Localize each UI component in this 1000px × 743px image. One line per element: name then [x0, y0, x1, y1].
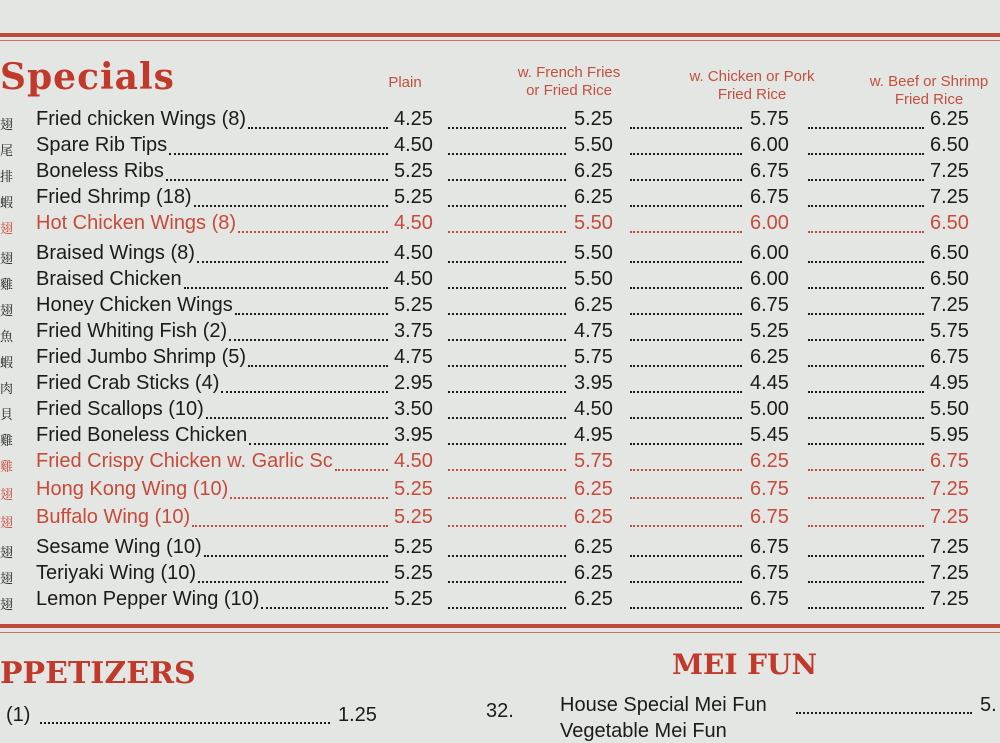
chinese-character: 肉 [0, 381, 14, 396]
leader-dots [808, 153, 924, 155]
chinese-character: 貝 [0, 407, 14, 422]
leader-dots [448, 607, 566, 609]
leader-dots [192, 525, 388, 527]
leader-dots [206, 417, 388, 419]
menu-item-price: 3.95 [574, 372, 613, 394]
section-rule-thin [0, 632, 1000, 633]
menu-item-price: 6.25 [574, 186, 613, 208]
leader-dots [630, 287, 742, 289]
menu-item-price: 4.50 [394, 134, 433, 156]
leader-dots [808, 581, 924, 583]
chinese-character: 翅 [0, 515, 14, 530]
appetizer-leader-dots [40, 722, 330, 724]
leader-dots [808, 205, 924, 207]
column-header-line: Fried Rice [717, 86, 787, 103]
leader-dots [630, 443, 742, 445]
menu-item-price: 5.25 [394, 562, 433, 584]
menu-item-price: 3.75 [394, 320, 433, 342]
mei-fun-item-price: 5. [980, 694, 997, 716]
menu-item-name: Honey Chicken Wings [36, 294, 233, 316]
menu-item-price: 4.50 [394, 450, 433, 472]
menu-item-price: 5.25 [394, 294, 433, 316]
menu-item-price: 6.00 [750, 242, 789, 264]
column-header-line: Fried Rice [894, 91, 964, 108]
menu-item-price: 7.25 [930, 186, 969, 208]
chinese-character: 蝦 [0, 355, 14, 370]
column-header-chicken-pork [672, 68, 832, 104]
menu-item-price: 3.95 [394, 424, 433, 446]
menu-item-name: Fried Crab Sticks (4) [36, 372, 220, 394]
chinese-character: 翅 [0, 303, 14, 318]
menu-row [0, 506, 1000, 532]
menu-item-price: 7.25 [930, 478, 969, 500]
leader-dots [229, 339, 388, 341]
mei-fun-next-item: Vegetable Mei Fun [560, 720, 727, 742]
menu-row [0, 450, 1000, 476]
menu-item-price: 4.95 [930, 372, 969, 394]
menu-item-name: Braised Chicken [36, 268, 182, 290]
menu-item-name: Lemon Pepper Wing (10) [36, 588, 260, 610]
leader-dots [630, 153, 742, 155]
menu-item-name: Fried Scallops (10) [36, 398, 204, 420]
menu-item-name: Hong Kong Wing (10) [36, 478, 229, 500]
menu-item-price: 6.75 [750, 160, 789, 182]
leader-dots [194, 205, 388, 207]
menu-item-price: 6.25 [750, 346, 789, 368]
menu-item-price: 6.25 [574, 160, 613, 182]
mei-fun-title: MEI FUN [672, 648, 818, 681]
menu-item-price: 5.50 [574, 212, 613, 234]
menu-item-price: 4.75 [394, 346, 433, 368]
menu-item-price: 6.50 [930, 134, 969, 156]
menu-item-price: 6.75 [750, 186, 789, 208]
column-header-line: w. Chicken or Pork [689, 68, 815, 85]
menu-item-price: 4.75 [574, 320, 613, 342]
menu-row [0, 372, 1000, 398]
menu-item-price: 7.25 [930, 506, 969, 528]
menu-item-price: 6.00 [750, 134, 789, 156]
leader-dots [630, 179, 742, 181]
leader-dots [448, 391, 566, 393]
leader-dots [630, 497, 742, 499]
leader-dots [261, 607, 388, 609]
leader-dots [630, 127, 742, 129]
leader-dots [448, 153, 566, 155]
menu-item-price: 4.50 [394, 212, 433, 234]
menu-row [0, 346, 1000, 372]
leader-dots [198, 581, 388, 583]
chinese-character: 翅 [0, 571, 14, 586]
menu-item-price: 6.75 [930, 346, 969, 368]
column-header-line: w. Beef or Shrimp [869, 73, 989, 90]
menu-item-price: 6.75 [930, 450, 969, 472]
menu-item-name: Fried Boneless Chicken [36, 424, 248, 446]
leader-dots [630, 231, 742, 233]
menu-item-name: Teriyaki Wing (10) [36, 562, 197, 584]
menu-row [0, 424, 1000, 450]
chinese-character: 雞 [0, 459, 14, 474]
column-header-line: or Fried Rice [526, 82, 612, 99]
leader-dots [630, 417, 742, 419]
menu-item-price: 6.75 [750, 588, 789, 610]
menu-row [0, 478, 1000, 504]
menu-row [0, 320, 1000, 346]
mei-fun-item-number: 32. [486, 700, 514, 722]
leader-dots [630, 525, 742, 527]
leader-dots [630, 469, 742, 471]
menu-item-name: Fried Jumbo Shrimp (5) [36, 346, 247, 368]
menu-item-price: 4.45 [750, 372, 789, 394]
menu-item-price: 6.25 [930, 108, 969, 130]
leader-dots [248, 365, 388, 367]
mei-fun-leader-dots [796, 712, 972, 714]
menu-item-price: 5.25 [394, 536, 433, 558]
leader-dots [630, 555, 742, 557]
menu-item-price: 5.75 [574, 346, 613, 368]
leader-dots [808, 127, 924, 129]
leader-dots [448, 469, 566, 471]
leader-dots [184, 287, 388, 289]
leader-dots [630, 313, 742, 315]
leader-dots [808, 339, 924, 341]
menu-row [0, 160, 1000, 186]
leader-dots [448, 525, 566, 527]
menu-item-price: 7.25 [930, 536, 969, 558]
menu-item-name: Fried Whiting Fish (2) [36, 320, 228, 342]
leader-dots [448, 497, 566, 499]
leader-dots [448, 555, 566, 557]
column-header-plain [368, 74, 442, 92]
leader-dots [808, 261, 924, 263]
leader-dots [221, 391, 388, 393]
leader-dots [448, 179, 566, 181]
leader-dots [808, 391, 924, 393]
menu-item-price: 5.25 [394, 186, 433, 208]
leader-dots [448, 205, 566, 207]
menu-item-price: 6.75 [750, 294, 789, 316]
leader-dots [448, 313, 566, 315]
menu-item-name: Fried Shrimp (18) [36, 186, 192, 208]
leader-dots [808, 525, 924, 527]
leader-dots [808, 469, 924, 471]
menu-item-price: 7.25 [930, 562, 969, 584]
column-header-beef-shrimp [858, 73, 1000, 109]
column-header-line: Plain [388, 74, 422, 91]
menu-item-price: 6.75 [750, 478, 789, 500]
menu-row [0, 268, 1000, 294]
top-rule [0, 33, 1000, 37]
menu-item-price: 6.25 [574, 478, 613, 500]
menu-item-price: 5.25 [394, 478, 433, 500]
menu-item-price: 4.50 [394, 268, 433, 290]
leader-dots [230, 497, 388, 499]
menu-item-price: 5.25 [394, 588, 433, 610]
leader-dots [448, 365, 566, 367]
leader-dots [808, 231, 924, 233]
menu-row [0, 294, 1000, 320]
leader-dots [448, 287, 566, 289]
menu-item-name: Sesame Wing (10) [36, 536, 202, 558]
leader-dots [448, 443, 566, 445]
leader-dots [808, 555, 924, 557]
menu-item-price: 6.25 [574, 536, 613, 558]
menu-row [0, 108, 1000, 134]
leader-dots [630, 205, 742, 207]
menu-item-price: 6.50 [930, 212, 969, 234]
menu-row [0, 588, 1000, 614]
menu-item-price: 4.50 [394, 242, 433, 264]
menu-row [0, 212, 1000, 238]
menu-item-price: 6.75 [750, 506, 789, 528]
menu-item-price: 6.00 [750, 268, 789, 290]
leader-dots [166, 179, 388, 181]
menu-item-price: 7.25 [930, 294, 969, 316]
menu-item-price: 5.50 [930, 398, 969, 420]
menu-row [0, 134, 1000, 160]
menu-row [0, 186, 1000, 212]
leader-dots [448, 127, 566, 129]
menu-row [0, 562, 1000, 588]
menu-item-price: 4.50 [574, 398, 613, 420]
appetizer-item-name: (1) [6, 704, 31, 726]
menu-item-price: 6.75 [750, 562, 789, 584]
menu-item-price: 4.95 [574, 424, 613, 446]
chinese-character: 翅 [0, 545, 14, 560]
menu-item-price: 2.95 [394, 372, 433, 394]
menu-item-name: Fried chicken Wings (8) [36, 108, 247, 130]
leader-dots [335, 469, 388, 471]
chinese-character: 翅 [0, 221, 14, 236]
column-header-fries [494, 64, 644, 100]
menu-item-name: Fried Crispy Chicken w. Garlic Sc [36, 450, 333, 472]
menu-row [0, 398, 1000, 424]
leader-dots [808, 443, 924, 445]
chinese-character: 翅 [0, 597, 14, 612]
leader-dots [630, 391, 742, 393]
leader-dots [204, 555, 388, 557]
leader-dots [808, 313, 924, 315]
leader-dots [169, 153, 388, 155]
menu-item-price: 6.00 [750, 212, 789, 234]
menu-item-price: 6.25 [750, 450, 789, 472]
appetizer-item-price: 1.25 [338, 704, 377, 726]
menu-item-price: 6.25 [574, 588, 613, 610]
chinese-character: 翅 [0, 487, 14, 502]
menu-item-price: 5.50 [574, 268, 613, 290]
menu-item-price: 5.45 [750, 424, 789, 446]
leader-dots [808, 497, 924, 499]
menu-item-price: 4.25 [394, 108, 433, 130]
leader-dots [630, 365, 742, 367]
menu-item-price: 5.25 [574, 108, 613, 130]
leader-dots [249, 443, 388, 445]
menu-item-price: 5.95 [930, 424, 969, 446]
chinese-character: 翅 [0, 251, 14, 266]
chinese-character: 排 [0, 169, 14, 184]
menu-item-price: 6.25 [574, 506, 613, 528]
menu-item-price: 5.25 [394, 506, 433, 528]
appetizers-title: PPETIZERS [0, 656, 196, 691]
leader-dots [630, 261, 742, 263]
leader-dots [448, 581, 566, 583]
leader-dots [197, 261, 388, 263]
menu-item-price: 6.75 [750, 536, 789, 558]
menu-item-price: 7.25 [930, 588, 969, 610]
menu-row [0, 536, 1000, 562]
leader-dots [630, 339, 742, 341]
mei-fun-item-name: House Special Mei Fun [560, 694, 767, 716]
menu-item-name: Hot Chicken Wings (8) [36, 212, 237, 234]
leader-dots [630, 607, 742, 609]
top-rule-thin [0, 40, 1000, 41]
chinese-character: 魚 [0, 329, 14, 344]
menu-item-price: 5.50 [574, 134, 613, 156]
leader-dots [448, 339, 566, 341]
leader-dots [248, 127, 388, 129]
leader-dots [235, 313, 388, 315]
menu-item-name: Braised Wings (8) [36, 242, 195, 264]
menu-item-price: 6.50 [930, 268, 969, 290]
menu-item-price: 6.50 [930, 242, 969, 264]
menu-item-price: 5.25 [394, 160, 433, 182]
column-header-line: w. French Fries [517, 64, 621, 81]
chinese-character: 雞 [0, 277, 14, 292]
menu-item-price: 5.00 [750, 398, 789, 420]
leader-dots [808, 287, 924, 289]
chinese-character: 雞 [0, 433, 14, 448]
leader-dots [448, 417, 566, 419]
menu-item-price: 5.25 [750, 320, 789, 342]
menu-item-price: 6.25 [574, 294, 613, 316]
leader-dots [630, 581, 742, 583]
menu-item-price: 5.75 [930, 320, 969, 342]
leader-dots [238, 231, 388, 233]
menu-item-price: 5.75 [750, 108, 789, 130]
menu-item-price: 5.75 [574, 450, 613, 472]
leader-dots [448, 231, 566, 233]
menu-item-name: Boneless Ribs [36, 160, 164, 182]
menu-item-price: 5.50 [574, 242, 613, 264]
menu-item-price: 7.25 [930, 160, 969, 182]
leader-dots [808, 365, 924, 367]
section-rule [0, 624, 1000, 628]
chinese-character: 蝦 [0, 195, 14, 210]
specials-title: Specials [0, 56, 175, 98]
menu-item-name: Buffalo Wing (10) [36, 506, 191, 528]
leader-dots [448, 261, 566, 263]
menu-item-name: Spare Rib Tips [36, 134, 168, 156]
menu-row [0, 242, 1000, 268]
leader-dots [808, 179, 924, 181]
menu-item-price: 6.25 [574, 562, 613, 584]
menu-item-price: 3.50 [394, 398, 433, 420]
chinese-character: 翅 [0, 117, 14, 132]
leader-dots [808, 607, 924, 609]
chinese-character: 尾 [0, 143, 14, 158]
leader-dots [808, 417, 924, 419]
